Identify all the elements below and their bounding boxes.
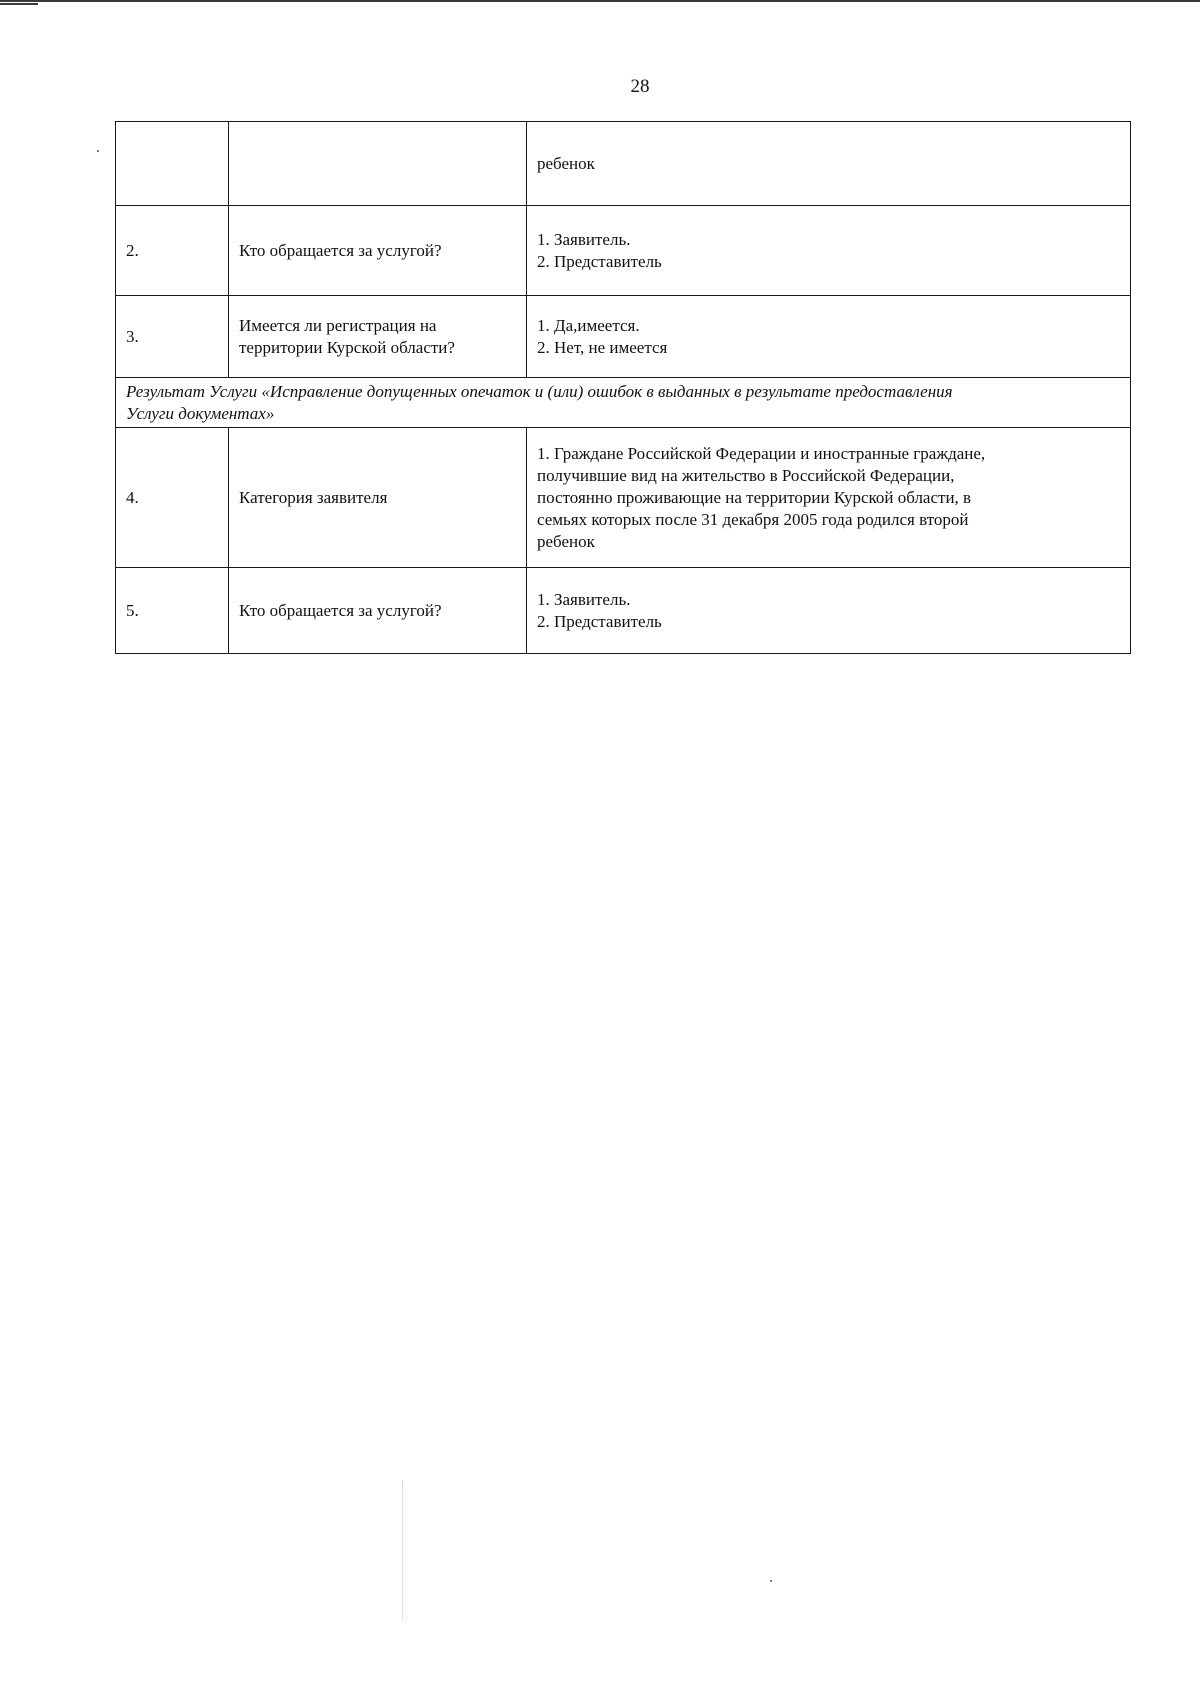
question-line: Кто обращается за услугой? [239, 600, 442, 620]
answer-cell [527, 428, 1131, 568]
answer-line: 2. Нет, не имеется [537, 337, 668, 357]
question-line: Кто обращается за услугой? [239, 240, 442, 260]
answer-cell: ребенок [527, 122, 1131, 206]
answer-line: 2. Представитель [537, 251, 662, 271]
question-line: территории Курской области? [239, 337, 455, 357]
row-number-cell: 4. [116, 428, 229, 568]
scan-speck [97, 150, 99, 152]
table-row [116, 296, 1131, 378]
answer-cell [527, 206, 1131, 296]
scan-border-mark [0, 3, 38, 5]
answer-cell [527, 296, 1131, 378]
row-number-cell: 5. [116, 568, 229, 654]
scan-border-line [0, 0, 1200, 2]
answer-line: 2. Представитель [537, 611, 662, 631]
scan-artifact-line [402, 1480, 403, 1620]
section-header-cell [116, 378, 1131, 428]
question-cell [229, 428, 527, 568]
row-number-cell: 2. [116, 206, 229, 296]
row-number-cell [116, 122, 229, 206]
section-header-line: Услуги документах» [126, 403, 275, 423]
question-line: Категория заявителя [239, 487, 388, 507]
answer-line: получившие вид на жительство в Российской Федерации, [537, 465, 955, 485]
section-header-row [116, 378, 1131, 428]
question-line: Имеется ли регистрация на [239, 315, 437, 335]
answer-line: постоянно проживающие на территории Курской области, в [537, 487, 972, 507]
answer-line: семьях которых после 31 декабря 2005 года родился второй [537, 509, 969, 529]
scan-speck [770, 1580, 772, 1582]
table-row [116, 568, 1131, 654]
answer-line: 1. Да,имеется. [537, 315, 640, 335]
table-row-continued [116, 122, 1131, 206]
table-row [116, 428, 1131, 568]
question-cell [229, 122, 527, 206]
answer-line: 1. Заявитель. [537, 589, 631, 609]
table-row [116, 206, 1131, 296]
section-header-line: Результат Услуги «Исправление допущенных опечаток и (или) ошибок в выданных в результате предоставления [126, 381, 953, 401]
question-cell [229, 296, 527, 378]
eligibility-table [115, 121, 1131, 654]
answer-line: 1. Заявитель. [537, 229, 631, 249]
row-number-cell: 3. [116, 296, 229, 378]
answer-cell [527, 568, 1131, 654]
page-number: 28 [630, 76, 650, 97]
answer-line: ребенок [537, 531, 595, 551]
answer-line: 1. Граждане Российской Федерации и иностранные граждане, [537, 443, 986, 463]
question-cell [229, 206, 527, 296]
question-cell [229, 568, 527, 654]
